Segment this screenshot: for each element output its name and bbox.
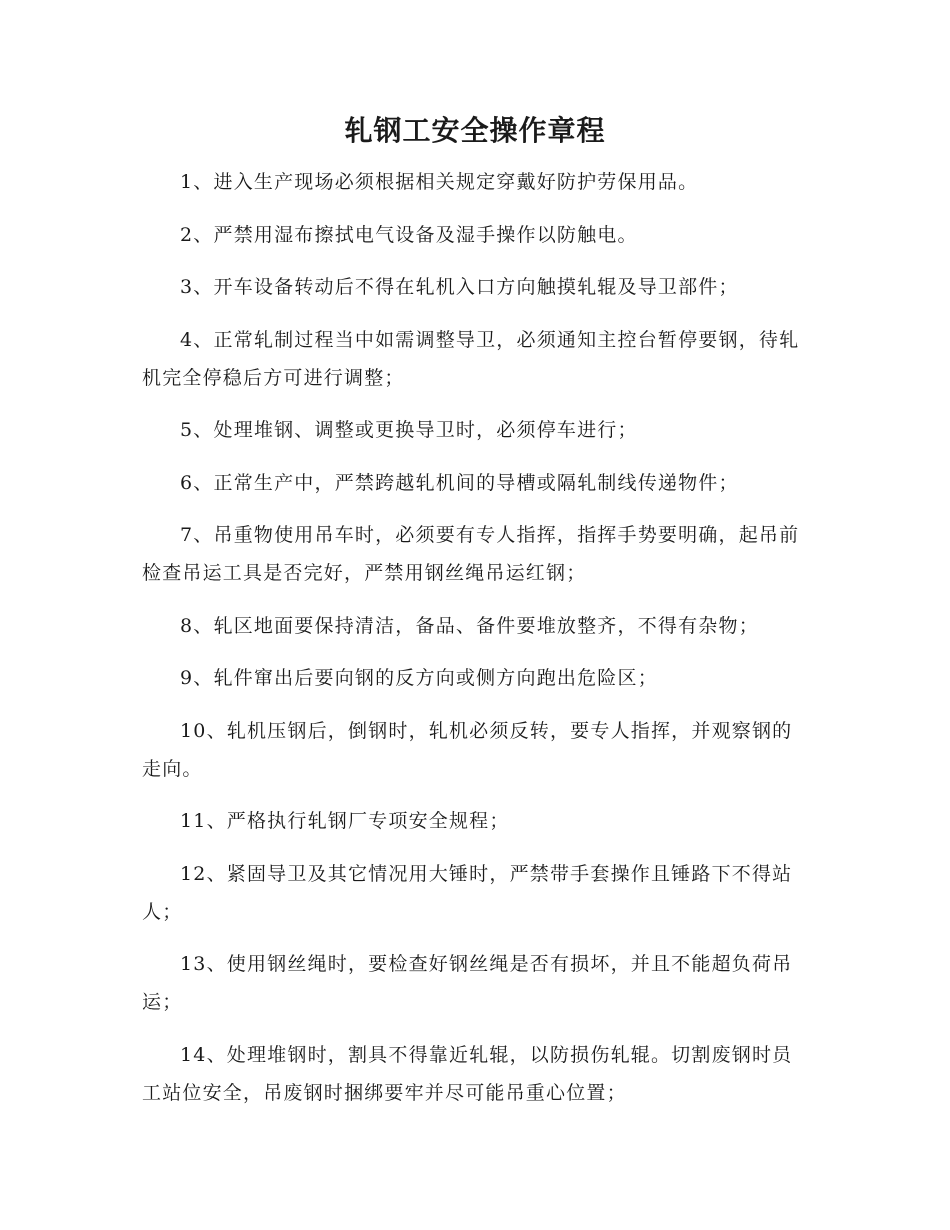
rule-item: 2、严禁用湿布擦拭电气设备及湿手操作以防触电。 (180, 223, 638, 246)
rules-list (142, 163, 810, 1126)
rule-item: 9、轧件窜出后要向钢的反方向或侧方向跑出危险区； (180, 667, 658, 689)
rule-item: 4、正常轧制过程当中如需调整导卫，必须通知主控台暂停要钢，待轧机完全停稳后方可进行调整； (142, 328, 800, 389)
rule-item: 13、使用钢丝绳时，要检查好钢丝绳是否有损坏，并且不能超负荷吊运； (142, 953, 793, 1013)
rule-item: 10、轧机压钢后，倒钢时，轧机必须反转，要专人指挥，并观察钢的走向。 (142, 719, 793, 780)
rule-item: 7、吊重物使用吊车时，必须要有专人指挥，指挥手势要明确，起吊前检查吊运工具是否完好，严禁用钢丝绳吊运红钢； (142, 524, 800, 584)
rule-item: 3、开车设备转动后不得在轧机入口方向触摸轧辊及导卫部件； (180, 276, 739, 298)
rule-item: 12、紧固导卫及其它情况用大锤时，严禁带手套操作且锤路下不得站人； (142, 862, 793, 923)
document-title: 轧钢工安全操作章程 (344, 114, 606, 147)
rule-item: 14、处理堆钢时，割具不得靠近轧辊，以防损伤轧辊。切割废钢时员工站位安全，吊废钢时捆绑要牢并尽可能吊重心位置； (142, 1043, 793, 1104)
rule-item: 5、处理堆钢、调整或更换导卫时，必须停车进行； (180, 419, 638, 441)
rule-item: 6、正常生产中，严禁跨越轧机间的导槽或隔轧制线传递物件； (180, 471, 739, 494)
rule-item: 1、进入生产现场必须根据相关规定穿戴好防护劳保用品。 (180, 171, 699, 193)
rule-item: 11、严格执行轧钢厂专项安全规程； (180, 810, 510, 832)
rule-item: 8、轧区地面要保持清洁，备品、备件要堆放整齐，不得有杂物； (180, 614, 759, 637)
